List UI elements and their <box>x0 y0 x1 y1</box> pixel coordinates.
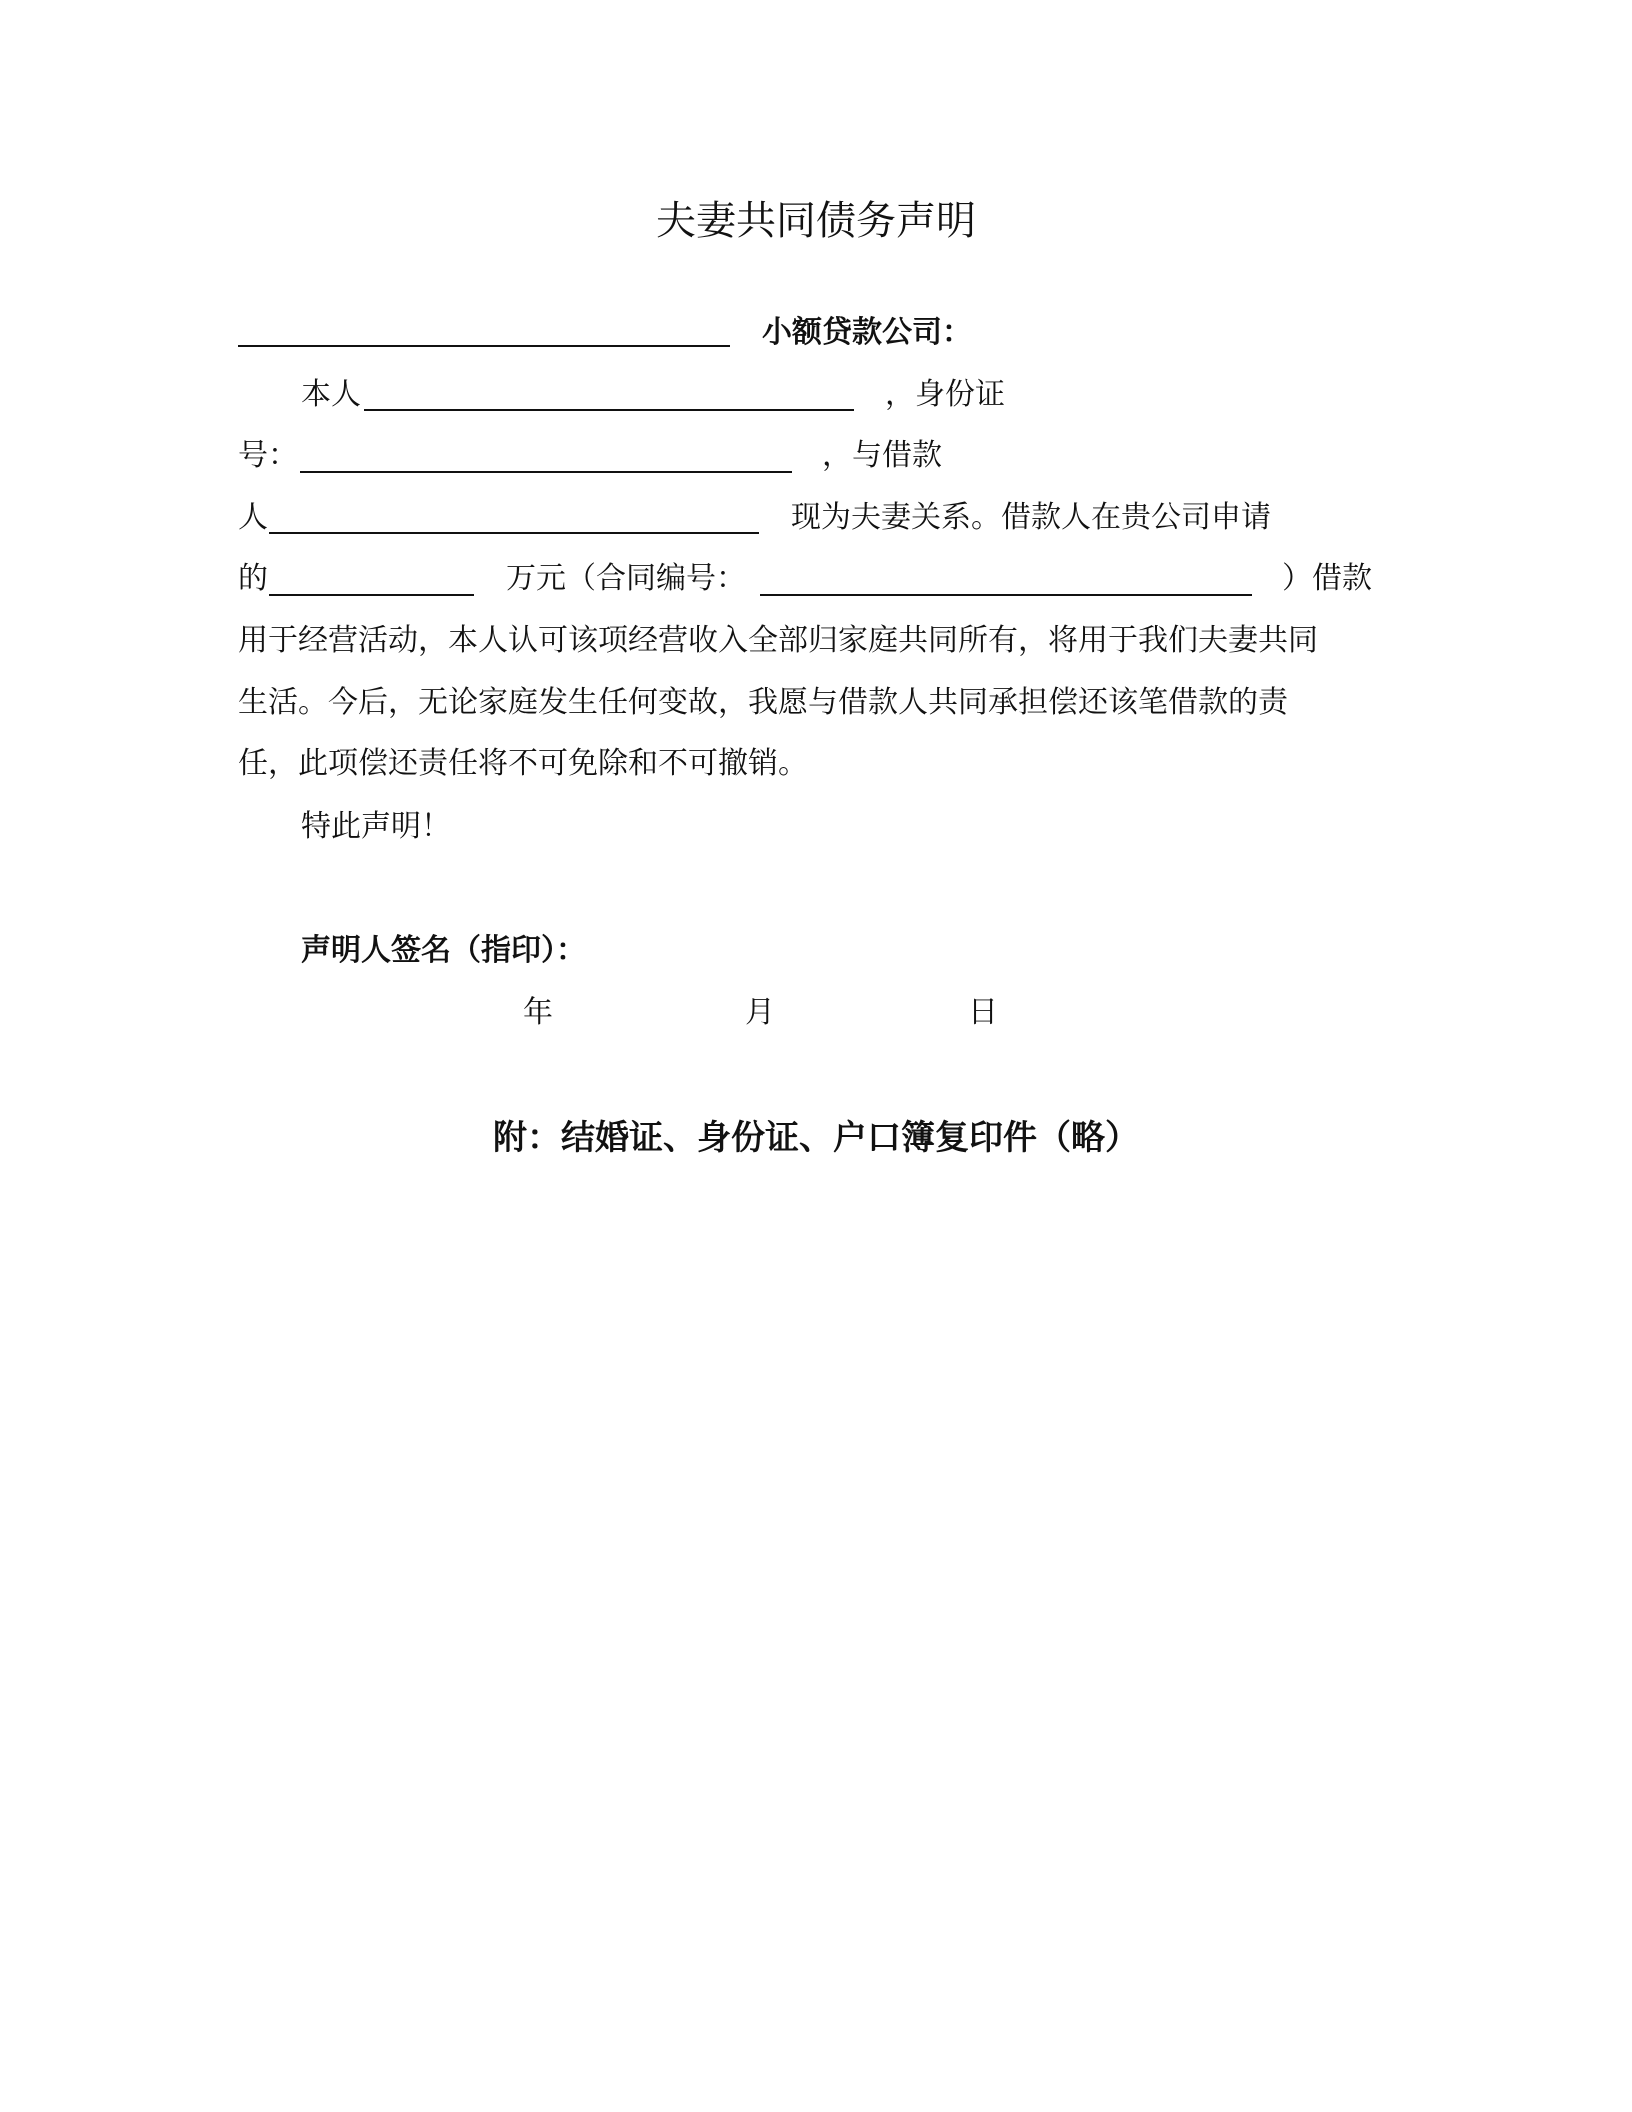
line4-prefix: 的 <box>238 561 268 596</box>
document-title: 夫妻共同债务声明 <box>656 198 976 244</box>
date-month-label: 月 <box>745 995 775 1030</box>
date-year-label: 年 <box>523 995 553 1030</box>
paragraph-line-5: 用于经营活动，本人认可该项经营收入全部归家庭共同所有，将用于我们夫妻共同 <box>238 623 1318 658</box>
signature-label: 声明人签名（指印）： <box>301 933 586 968</box>
line1-suffix: ，身份证 <box>885 377 1005 412</box>
paragraph-line-7: 任，此项偿还责任将不可免除和不可撤销。 <box>238 746 808 781</box>
borrower-name-blank[interactable] <box>269 532 759 534</box>
paragraph-line-6: 生活。今后，无论家庭发生任何变故，我愿与借款人共同承担偿还该笔借款的责 <box>238 685 1288 720</box>
addressee-suffix: 小额贷款公司： <box>762 315 972 350</box>
annex-note: 附：结婚证、身份证、户口簿复印件（略） <box>493 1118 1139 1158</box>
line2-suffix: ，与借款 <box>822 438 942 473</box>
amount-blank[interactable] <box>269 594 474 596</box>
company-name-blank[interactable] <box>238 345 730 347</box>
closing-statement: 特此声明！ <box>301 809 451 844</box>
declarant-name-blank[interactable] <box>364 409 854 411</box>
line4-middle: 万元（合同编号： <box>506 561 746 596</box>
line3-suffix: 现为夫妻关系。借款人在贵公司申请 <box>791 500 1271 535</box>
contract-number-blank[interactable] <box>760 594 1252 596</box>
line2-prefix: 号： <box>238 438 298 473</box>
line1-prefix: 本人 <box>301 377 361 412</box>
date-day-label: 日 <box>968 995 998 1030</box>
line4-suffix: ）借款 <box>1282 561 1372 596</box>
line3-prefix: 人 <box>238 500 268 535</box>
id-number-blank[interactable] <box>300 471 792 473</box>
